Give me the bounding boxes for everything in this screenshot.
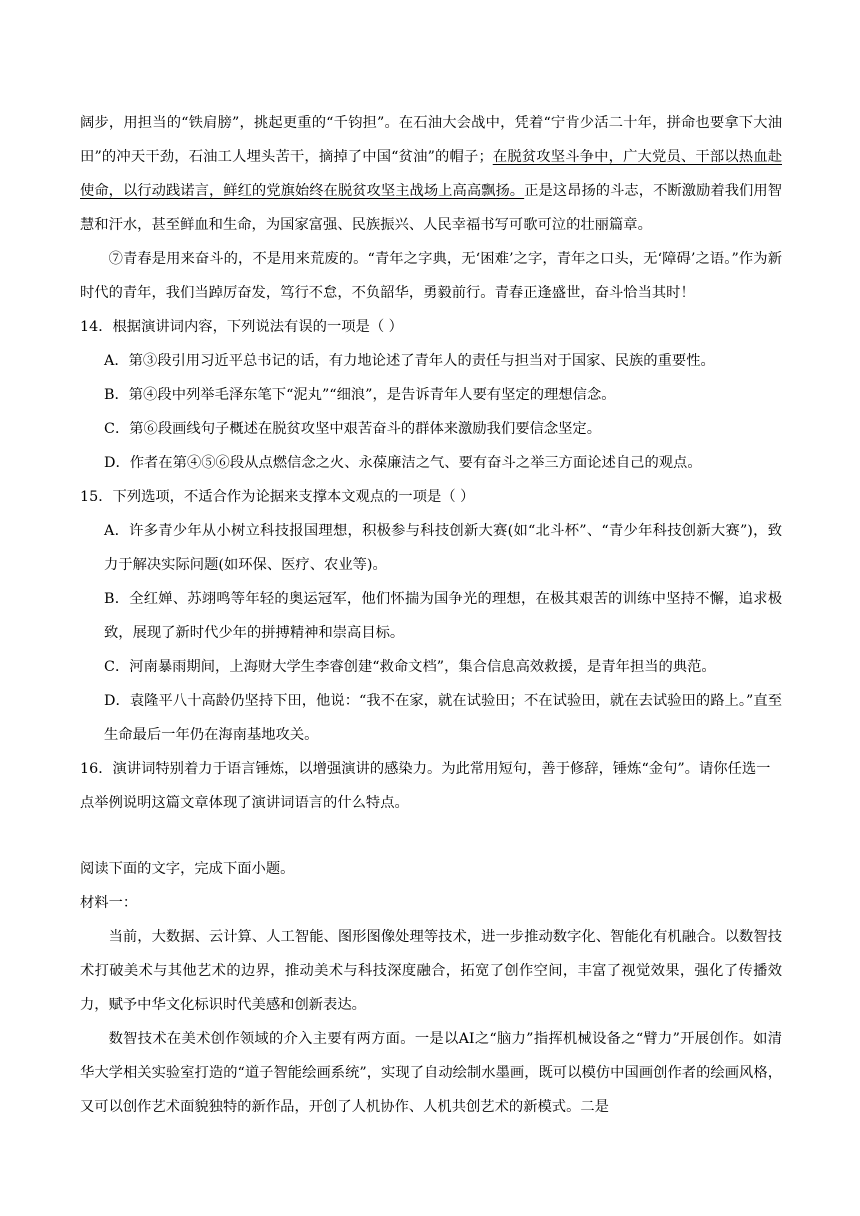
reading-intro: 阅读下面的文字，完成下面小题。 — [80, 861, 295, 877]
question-16-stem: 16．演讲词特别着力于语言锤炼，以增强演讲的感染力。为此常用短句，善于修辞，锤炼“金句”。请你任选一点举例说明这篇文章体现了演讲词语言的什么特点。 — [80, 761, 771, 811]
question-15-option-a: A．许多青少年从小树立科技报国理想，积极参与科技创新大赛(如“北斗杯”、“青少年科技创新大赛”)，致力于解决实际问题(如环保、医疗、农业等)。 — [104, 523, 782, 573]
question-14-stem: 14．根据演讲词内容，下列说法有误的一项是（ ） — [80, 319, 403, 335]
material-1-paragraph-1: 当前，大数据、云计算、人工智能、图形图像处理等技术，进一步推动数字化、智能化有机融合。以数智技术打破美术与其他艺术的边界，推动美术与科技深度融合，拓宽了创作空间，丰富了视觉效果，强化了传播效力，赋予中华文化标识时代美感和创新表达。 — [80, 929, 782, 1013]
para6-underlined-sentence: 在脱贫攻坚斗争中，广大党员、干部以热血赴使命，以行动践诺言，鲜红的党旗始终在脱贫攻坚主战场上高高飘扬。 — [80, 149, 782, 199]
para6-text-b: 正是这昂扬的斗志，不断激励着我们用智慧和汗水，甚至鲜血和生命，为国家富强、民族振兴、人民幸福书写可歌可泣的壮丽篇章。 — [80, 183, 782, 233]
para6-text-a: 阔步，用担当的“铁肩膀”，挑起更重的“千钧担”。在石油大会战中，凭着“宁肯少活二十年，拼命也要拿下大油田”的冲天干劲，石油工人埋头苦干，摘掉了中国“贫油”的帽子； — [80, 115, 782, 165]
question-15-stem: 15．下列选项，不适合作为论据来支撑本文观点的一项是（ ） — [80, 489, 475, 505]
question-14-option-d: D．作者在第④⑤⑥段从点燃信念之火、永葆廉洁之气、要有奋斗之举三方面论述自己的观点。 — [104, 455, 702, 471]
document-page — [80, 106, 782, 1124]
question-15-option-b: B．全红婵、苏翊鸣等年轻的奥运冠军，他们怀揣为国争光的理想，在极其艰苦的训练中坚持不懈，追求极致，展现了新时代少年的拼搏精神和崇高目标。 — [104, 591, 782, 641]
question-14-option-b: B．第④段中列举毛泽东笔下“泥丸”“细浪”，是告诉青年人要有坚定的理想信念。 — [104, 387, 616, 403]
section-gap — [80, 820, 782, 852]
question-14-option-a: A．第③段引用习近平总书记的话，有力地论述了青年人的责任与担当对于国家、民族的重要性。 — [104, 353, 715, 369]
material-1-paragraph-2: 数智技术在美术创作领域的介入主要有两方面。一是以AI之“脑力”指挥机械设备之“臂力”开展创作。如清华大学相关实验室打造的“道子智能绘画系统”，实现了自动绘制水墨画，既可以模仿中国画创作者的绘画风格，又可以创作艺术面貌独特的新作品，开创了人机协作、人机共创艺术的新模式。二是 — [80, 1031, 782, 1115]
material-1-label: 材料一： — [80, 895, 138, 911]
speech-paragraph-7: ⑦青春是用来奋斗的，不是用来荒废的。“青年之字典，无‘困难’之字，青年之口头，无‘障碍’之语。”作为新时代的青年，我们当踔厉奋发，笃行不怠，不负韶华，勇毅前行。青春正逢盛世，奋斗恰当其时！ — [80, 251, 782, 301]
speech-paragraph-6 — [80, 106, 782, 242]
question-15-option-c: C．河南暴雨期间，上海财大学生李睿创建“救命文档”，集合信息高效救援，是青年担当的典范。 — [104, 659, 716, 675]
question-15-option-d: D．袁隆平八十高龄仍坚持下田，他说：“我不在家，就在试验田；不在试验田，就在去试验田的路上。”直至生命最后一年仍在海南基地攻关。 — [104, 693, 782, 743]
question-14-option-c: C．第⑥段画线句子概述在脱贫攻坚中艰苦奋斗的群体来激励我们要信念坚定。 — [104, 421, 602, 437]
